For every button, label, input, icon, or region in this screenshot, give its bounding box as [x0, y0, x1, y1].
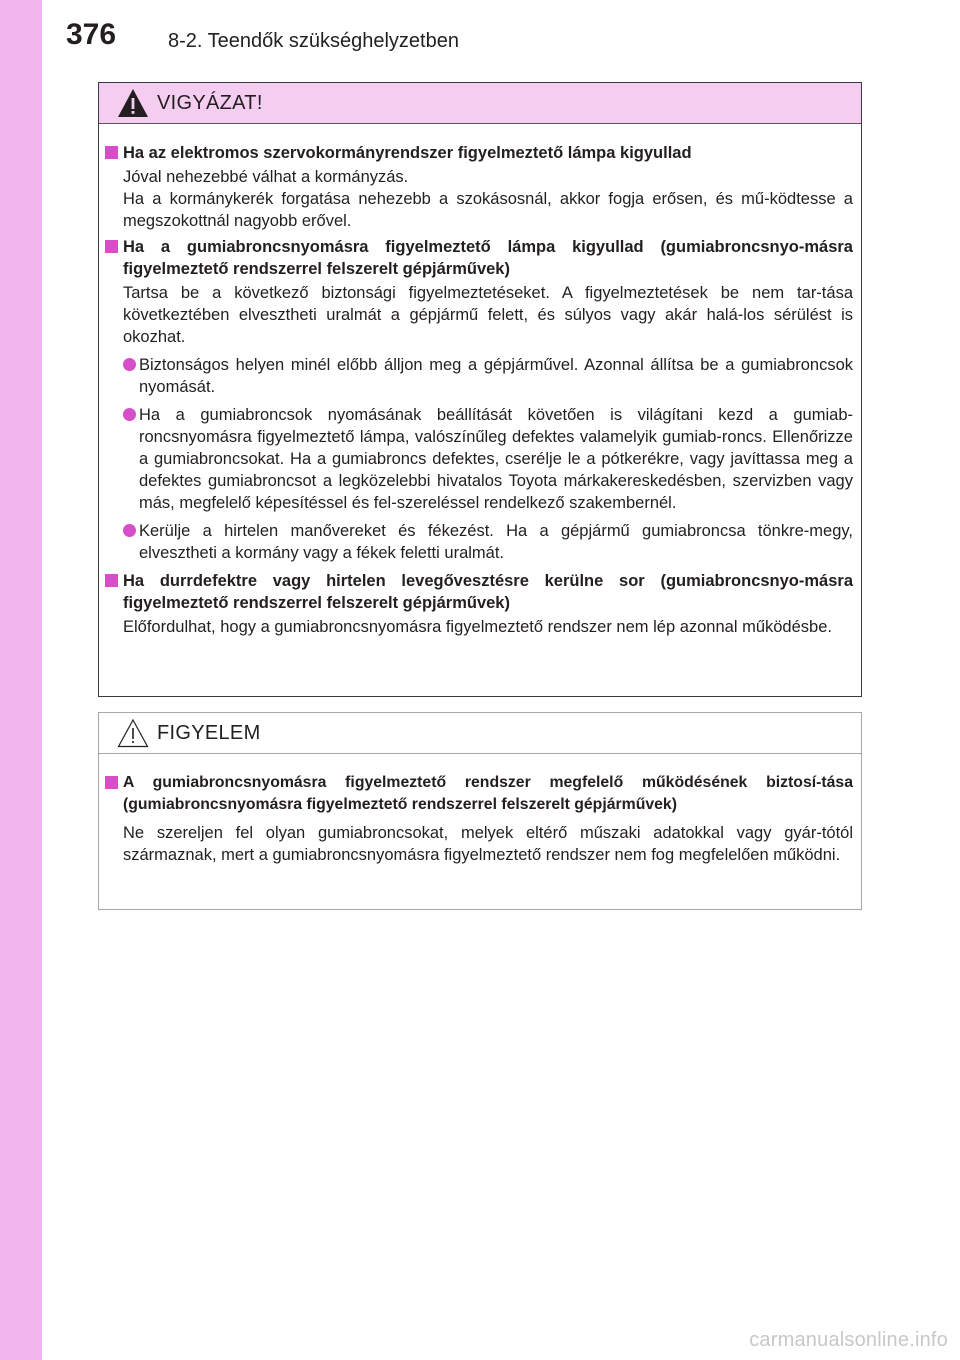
warning-triangle-icon — [117, 88, 149, 118]
warning-item-text: Tartsa be a következő biztonsági figyelmeztetéseket. A figyelmeztetések be nem tar-tása következtében elvesztheti uralmát a gépjármű felett, és súlyos vagy akár halá-los sérülést is okozhat. — [123, 284, 853, 346]
side-tab-strip — [0, 0, 42, 1360]
square-bullet-icon — [105, 776, 118, 789]
warning-item — [105, 142, 853, 232]
warning-box — [98, 82, 862, 697]
round-bullet-icon — [123, 358, 136, 371]
square-bullet-icon — [105, 146, 118, 159]
caution-item — [105, 772, 853, 866]
warning-item — [105, 570, 853, 638]
round-bullet-icon — [123, 524, 136, 537]
list-item: Ha a gumiabroncsok nyomásának beállítását követően is világítani kezd a gumiab-roncsnyomásra figyelmeztető lámpa, valószínűleg defektes valamelyik gumiab-roncs. Ellenőrizze a gumiabroncsokat. Ha a gumiabroncs defektes, cserélje le a pótkerékre, vagy javíttassa meg a defektes gumiabroncsot a legközelebbi hivatalos Toyota márkakereskedésben, szervizben vagy más, megfelelő képesítéssel és fel-szereléssel rendelkező szakembernél. — [123, 404, 853, 514]
section-title: 8-2. Teendők szükséghelyzetben — [168, 30, 459, 52]
caution-triangle-icon — [117, 718, 149, 748]
list-item: Biztonságos helyen minél előbb álljon meg a gépjárművel. Azonnal állítsa be a gumiabroncsok nyomását. — [123, 354, 853, 398]
square-bullet-icon — [105, 574, 118, 587]
warning-item — [105, 236, 853, 564]
caution-item-text: Ne szereljen fel olyan gumiabroncsokat, melyek eltérő műszaki adatokkal vagy gyár-tótól származnak, mert a gumiabroncsnyomásra figyelmeztető rendszer nem fog megfelelően működni. — [123, 824, 853, 864]
square-bullet-icon — [105, 240, 118, 253]
caution-box — [98, 712, 862, 910]
warning-item-heading: Ha durrdefektre vagy hirtelen levegővesztésre kerülne sor (gumiabroncsnyo-másra figyelmeztető rendszerrel felszerelt gépjárművek) — [105, 570, 853, 614]
caution-box-header — [99, 713, 861, 754]
warning-item-text: Előfordulhat, hogy a gumiabroncsnyomásra figyelmeztető rendszer nem lép azonnal működésbe. — [123, 618, 832, 636]
warning-bullet-list — [105, 354, 853, 564]
warning-item-text: Jóval nehezebbé válhat a kormányzás. Ha a kormánykerék forgatása nehezebb a szokásosnál, akkor fogja erősen, és mű-ködtesse a megszokottnál nagyobb erővel. — [123, 168, 853, 230]
caution-box-body — [99, 754, 861, 866]
list-item: Kerülje a hirtelen manővereket és fékezést. Ha a gépjármű gumiabroncsa tönkre-megy, elvesztheti a kormány vagy a fékek feletti uralmát. — [123, 520, 853, 564]
watermark: carmanualsonline.info — [749, 1329, 948, 1351]
header-tab-strip — [0, 0, 42, 64]
warning-box-title: VIGYÁZAT! — [157, 92, 263, 114]
round-bullet-icon — [123, 408, 136, 421]
page-header — [0, 0, 960, 64]
warning-item-heading: Ha a gumiabroncsnyomásra figyelmeztető lámpa kigyullad (gumiabroncsnyo-másra figyelmeztető rendszerrel felszerelt gépjárművek) — [105, 236, 853, 280]
caution-item-heading: A gumiabroncsnyomásra figyelmeztető rendszer megfelelő működésének biztosí-tása (gumiabroncsnyomásra figyelmeztető rendszerrel felszerelt gépjárművek) — [105, 772, 853, 816]
warning-box-body — [99, 124, 861, 638]
warning-box-header — [99, 83, 861, 124]
caution-box-title: FIGYELEM — [157, 722, 261, 744]
warning-item-heading: Ha az elektromos szervokormányrendszer figyelmeztető lámpa kigyullad — [105, 142, 853, 164]
page-number: 376 — [66, 18, 117, 51]
